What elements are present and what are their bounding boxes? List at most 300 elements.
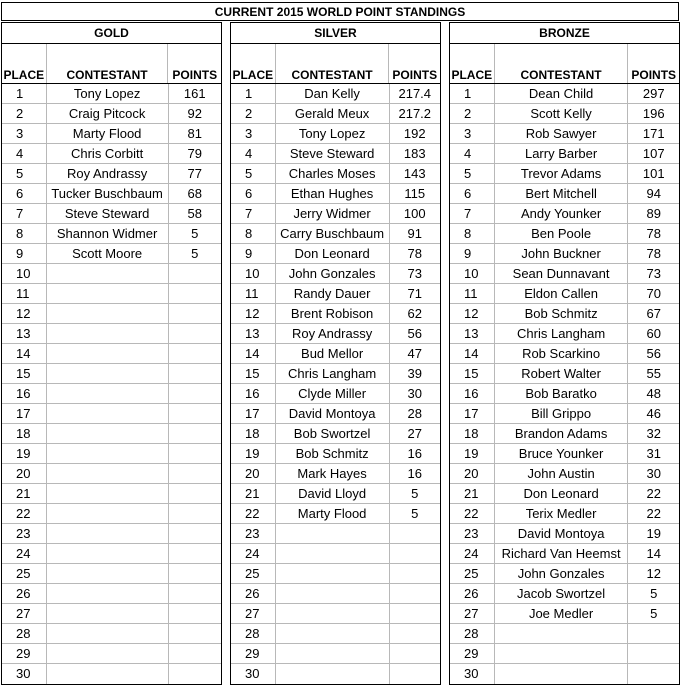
- points-cell: 78: [646, 226, 661, 241]
- contestant-cell: [47, 664, 169, 684]
- points-cell: 47: [407, 346, 422, 361]
- table-row: [231, 344, 440, 364]
- table-row: [450, 524, 679, 544]
- contestant-cell: Bob Baratko: [495, 384, 629, 403]
- place-cell: 4: [450, 144, 495, 163]
- place-cell: 17: [2, 404, 47, 423]
- place-cell: 23: [231, 524, 276, 543]
- place-cell: 30: [2, 664, 47, 684]
- points-cell: 71: [407, 286, 422, 301]
- table-row: [2, 324, 221, 344]
- points-cell: 62: [407, 306, 422, 321]
- place-cell: 4: [2, 144, 47, 163]
- points-cell: [169, 584, 221, 603]
- place-cell: 8: [2, 224, 47, 243]
- place-header: PLACE: [231, 64, 276, 83]
- spacer-cell: [450, 44, 495, 64]
- place-cell: 15: [231, 364, 276, 383]
- header-spacer: [231, 44, 440, 64]
- place-cell: 6: [450, 184, 495, 203]
- header-spacer: [2, 44, 221, 64]
- table-row: [231, 364, 440, 384]
- column-header-row: [450, 64, 679, 84]
- spacer-cell: [47, 44, 169, 64]
- contestant-cell: Carry Buschbaum: [276, 224, 390, 243]
- table-row: [231, 84, 440, 104]
- table-row: [450, 324, 679, 344]
- place-cell: 19: [2, 444, 47, 463]
- points-cell: 28: [407, 406, 422, 421]
- table-row: [2, 184, 221, 204]
- table-row: [450, 384, 679, 404]
- points-cell: 58: [187, 206, 202, 221]
- points-cell: 46: [646, 406, 661, 421]
- contestant-cell: Chris Langham: [495, 324, 629, 343]
- contestant-cell: Larry Barber: [495, 144, 629, 163]
- place-cell: 29: [450, 644, 495, 663]
- table-row: [2, 404, 221, 424]
- table-row: [2, 504, 221, 524]
- points-cell: 19: [646, 526, 661, 541]
- points-cell: 171: [642, 126, 665, 141]
- points-cell: [390, 564, 440, 583]
- contestant-cell: John Gonzales: [276, 264, 390, 283]
- place-cell: 27: [450, 604, 495, 623]
- place-cell: 5: [231, 164, 276, 183]
- place-cell: 25: [450, 564, 495, 583]
- points-cell: 55: [646, 366, 661, 381]
- contestant-cell: Dean Child: [495, 84, 629, 103]
- table-row: [2, 224, 221, 244]
- points-cell: [169, 484, 221, 503]
- place-cell: 12: [231, 304, 276, 323]
- place-cell: 7: [450, 204, 495, 223]
- contestant-cell: Scott Kelly: [495, 104, 629, 123]
- table-row: [450, 484, 679, 504]
- contestant-header: CONTESTANT: [495, 64, 629, 83]
- contestant-cell: [276, 564, 390, 583]
- points-cell: 48: [646, 386, 661, 401]
- table-row: [231, 144, 440, 164]
- place-cell: 13: [450, 324, 495, 343]
- points-cell: [169, 304, 221, 323]
- place-cell: 26: [2, 584, 47, 603]
- spacer-cell: [168, 44, 221, 64]
- table-row: [2, 584, 221, 604]
- table-row: [231, 224, 440, 244]
- place-cell: 12: [450, 304, 495, 323]
- contestant-cell: [495, 664, 629, 684]
- contestant-cell: Tucker Buschbaum: [47, 184, 169, 203]
- points-cell: 77: [187, 166, 202, 181]
- table-row: [2, 204, 221, 224]
- place-cell: 10: [450, 264, 495, 283]
- section-title: GOLD: [2, 23, 221, 44]
- contestant-cell: Steve Steward: [276, 144, 390, 163]
- contestant-cell: [47, 464, 169, 483]
- table-row: [450, 84, 679, 104]
- contestant-cell: Jerry Widmer: [276, 204, 390, 223]
- contestant-cell: Bill Grippo: [495, 404, 629, 423]
- place-cell: 10: [2, 264, 47, 283]
- table-row: [231, 464, 440, 484]
- contestant-cell: Sean Dunnavant: [495, 264, 629, 283]
- table-row: [231, 304, 440, 324]
- points-cell: [169, 424, 221, 443]
- spacer-cell: [276, 44, 390, 64]
- contestant-cell: Rob Scarkino: [495, 344, 629, 363]
- contestant-cell: Bruce Younker: [495, 444, 629, 463]
- place-cell: 13: [2, 324, 47, 343]
- contestant-cell: Joe Medler: [495, 604, 629, 623]
- contestant-cell: David Lloyd: [276, 484, 390, 503]
- place-cell: 23: [450, 524, 495, 543]
- section-title: SILVER: [231, 23, 440, 44]
- contestant-cell: [47, 444, 169, 463]
- points-cell: 183: [403, 146, 426, 161]
- place-cell: 2: [231, 104, 276, 123]
- points-cell: [169, 624, 221, 643]
- table-row: [450, 404, 679, 424]
- table-row: [450, 584, 679, 604]
- points-cell: 89: [646, 206, 661, 221]
- points-cell: [390, 584, 440, 603]
- points-cell: 39: [407, 366, 422, 381]
- table-row: [231, 284, 440, 304]
- points-cell: 73: [646, 266, 661, 281]
- points-cell: 100: [403, 206, 426, 221]
- table-row: [231, 324, 440, 344]
- points-cell: 217.2: [398, 106, 432, 121]
- table-row: [231, 244, 440, 264]
- contestant-cell: Tony Lopez: [47, 84, 169, 103]
- table-row: [231, 644, 440, 664]
- table-row: [2, 624, 221, 644]
- place-cell: 26: [450, 584, 495, 603]
- section-silver: [230, 22, 441, 685]
- spacer-cell: [495, 44, 629, 64]
- place-cell: 21: [450, 484, 495, 503]
- place-cell: 27: [2, 604, 47, 623]
- table-row: [2, 604, 221, 624]
- contestant-cell: Clyde Miller: [276, 384, 390, 403]
- points-cell: 5: [191, 246, 199, 261]
- points-cell: [169, 284, 221, 303]
- place-cell: 8: [231, 224, 276, 243]
- place-cell: 9: [450, 244, 495, 263]
- points-cell: [169, 464, 221, 483]
- points-cell: [169, 324, 221, 343]
- points-cell: 161: [183, 86, 206, 101]
- contestant-cell: Brent Robison: [276, 304, 390, 323]
- table-row: [450, 644, 679, 664]
- contestant-cell: [495, 644, 629, 663]
- table-row: [2, 104, 221, 124]
- place-cell: 3: [231, 124, 276, 143]
- place-cell: 29: [2, 644, 47, 663]
- points-cell: 16: [407, 466, 422, 481]
- place-cell: 22: [2, 504, 47, 523]
- table-row: [2, 344, 221, 364]
- points-cell: 67: [646, 306, 661, 321]
- table-row: [2, 304, 221, 324]
- contestant-cell: Brandon Adams: [495, 424, 629, 443]
- table-row: [2, 284, 221, 304]
- place-header: PLACE: [450, 64, 495, 83]
- contestant-cell: Marty Flood: [47, 124, 169, 143]
- place-cell: 1: [450, 84, 495, 103]
- table-row: [2, 144, 221, 164]
- contestant-cell: Andy Younker: [495, 204, 629, 223]
- contestant-cell: [276, 624, 390, 643]
- contestant-cell: [276, 524, 390, 543]
- place-cell: 20: [231, 464, 276, 483]
- points-cell: 143: [403, 166, 426, 181]
- place-cell: 25: [231, 564, 276, 583]
- points-cell: 115: [404, 186, 426, 201]
- points-cell: 81: [187, 126, 202, 141]
- points-cell: 92: [187, 106, 202, 121]
- table-row: [2, 564, 221, 584]
- place-cell: 21: [231, 484, 276, 503]
- contestant-cell: [47, 424, 169, 443]
- table-row: [450, 244, 679, 264]
- table-row: [2, 664, 221, 684]
- contestant-cell: [47, 644, 169, 663]
- place-cell: 14: [450, 344, 495, 363]
- contestant-cell: Chris Langham: [276, 364, 390, 383]
- points-cell: 14: [646, 546, 661, 561]
- table-row: [2, 424, 221, 444]
- contestant-cell: Steve Steward: [47, 204, 169, 223]
- contestant-cell: [47, 624, 169, 643]
- spacer-cell: [389, 44, 440, 64]
- place-cell: 16: [2, 384, 47, 403]
- points-cell: 78: [646, 246, 661, 261]
- contestant-cell: Dan Kelly: [276, 84, 390, 103]
- table-row: [2, 484, 221, 504]
- table-row: [450, 204, 679, 224]
- table-row: [450, 504, 679, 524]
- place-cell: 20: [450, 464, 495, 483]
- place-cell: 21: [2, 484, 47, 503]
- points-cell: 12: [646, 566, 661, 581]
- table-row: [231, 264, 440, 284]
- place-cell: 16: [450, 384, 495, 403]
- place-cell: 22: [450, 504, 495, 523]
- place-cell: 22: [231, 504, 276, 523]
- place-cell: 3: [2, 124, 47, 143]
- points-cell: 5: [411, 486, 419, 501]
- points-cell: [169, 404, 221, 423]
- contestant-cell: Robert Walter: [495, 364, 629, 383]
- contestant-cell: [47, 284, 169, 303]
- contestant-cell: Terix Medler: [495, 504, 629, 523]
- contestant-cell: Gerald Meux: [276, 104, 390, 123]
- section-gold: [1, 22, 222, 685]
- table-row: [450, 424, 679, 444]
- section-bronze: [449, 22, 680, 685]
- table-row: [450, 544, 679, 564]
- contestant-cell: [47, 544, 169, 563]
- place-cell: 25: [2, 564, 47, 583]
- points-header: POINTS: [631, 68, 677, 82]
- contestant-cell: [47, 584, 169, 603]
- place-cell: 24: [450, 544, 495, 563]
- contestant-cell: [276, 584, 390, 603]
- table-row: [231, 584, 440, 604]
- contestant-cell: Bert Mitchell: [495, 184, 629, 203]
- place-cell: 10: [231, 264, 276, 283]
- contestant-cell: David Montoya: [495, 524, 629, 543]
- table-row: [450, 124, 679, 144]
- points-cell: [169, 664, 221, 684]
- points-cell: 192: [403, 126, 426, 141]
- place-cell: 18: [231, 424, 276, 443]
- place-cell: 7: [2, 204, 47, 223]
- column-header-row: [2, 64, 221, 84]
- contestant-cell: [47, 484, 169, 503]
- points-header: POINTS: [172, 68, 218, 82]
- contestant-cell: Bob Swortzel: [276, 424, 390, 443]
- table-row: [450, 284, 679, 304]
- points-cell: 56: [407, 326, 422, 341]
- points-cell: [390, 664, 440, 684]
- points-cell: [390, 604, 440, 623]
- table-row: [2, 644, 221, 664]
- contestant-header: CONTESTANT: [47, 64, 169, 83]
- contestant-cell: Charles Moses: [276, 164, 390, 183]
- header-spacer: [450, 44, 679, 64]
- points-cell: 16: [407, 446, 422, 461]
- contestant-cell: [47, 324, 169, 343]
- place-cell: 11: [231, 284, 276, 303]
- points-cell: 5: [411, 506, 419, 521]
- contestant-cell: Bob Schmitz: [276, 444, 390, 463]
- points-cell: 60: [646, 326, 661, 341]
- place-cell: 5: [2, 164, 47, 183]
- table-row: [450, 104, 679, 124]
- table-row: [231, 624, 440, 644]
- table-row: [231, 184, 440, 204]
- points-cell: 70: [646, 286, 661, 301]
- place-cell: 14: [2, 344, 47, 363]
- contestant-cell: John Gonzales: [495, 564, 629, 583]
- points-cell: [628, 624, 679, 643]
- page-title: CURRENT 2015 WORLD POINT STANDINGS: [1, 2, 679, 21]
- place-header: PLACE: [2, 64, 47, 83]
- place-cell: 16: [231, 384, 276, 403]
- points-cell: [169, 364, 221, 383]
- table-row: [231, 404, 440, 424]
- contestant-cell: Tony Lopez: [276, 124, 390, 143]
- place-cell: 15: [2, 364, 47, 383]
- table-row: [231, 524, 440, 544]
- table-row: [231, 164, 440, 184]
- contestant-cell: [495, 624, 629, 643]
- place-cell: 18: [2, 424, 47, 443]
- contestant-cell: Mark Hayes: [276, 464, 390, 483]
- points-cell: 5: [650, 586, 658, 601]
- points-cell: 22: [646, 506, 661, 521]
- points-cell: [169, 264, 221, 283]
- points-cell: [169, 524, 221, 543]
- place-cell: 3: [450, 124, 495, 143]
- place-cell: 1: [231, 84, 276, 103]
- place-cell: 9: [2, 244, 47, 263]
- contestant-cell: Jacob Swortzel: [495, 584, 629, 603]
- place-cell: 20: [2, 464, 47, 483]
- contestant-cell: [47, 384, 169, 403]
- contestant-cell: Shannon Widmer: [47, 224, 169, 243]
- table-row: [231, 484, 440, 504]
- table-row: [2, 244, 221, 264]
- contestant-cell: Marty Flood: [276, 504, 390, 523]
- points-cell: 101: [642, 166, 665, 181]
- place-cell: 30: [450, 664, 495, 684]
- contestant-cell: John Buckner: [495, 244, 629, 263]
- contestant-cell: Ben Poole: [495, 224, 629, 243]
- contestant-cell: Roy Andrassy: [276, 324, 390, 343]
- place-cell: 17: [231, 404, 276, 423]
- table-row: [231, 564, 440, 584]
- table-row: [231, 604, 440, 624]
- spacer-cell: [628, 44, 679, 64]
- place-cell: 4: [231, 144, 276, 163]
- table-row: [231, 664, 440, 684]
- place-cell: 29: [231, 644, 276, 663]
- points-cell: 78: [407, 246, 422, 261]
- table-row: [2, 124, 221, 144]
- points-cell: [169, 644, 221, 663]
- contestant-cell: Bud Mellor: [276, 344, 390, 363]
- points-cell: 56: [646, 346, 661, 361]
- place-cell: 19: [231, 444, 276, 463]
- contestant-cell: [276, 544, 390, 563]
- contestant-cell: Don Leonard: [495, 484, 629, 503]
- contestant-cell: Roy Andrassy: [47, 164, 169, 183]
- points-cell: [169, 564, 221, 583]
- points-cell: [169, 444, 221, 463]
- contestant-cell: [47, 404, 169, 423]
- points-cell: 73: [407, 266, 422, 281]
- place-cell: 14: [231, 344, 276, 363]
- points-cell: 297: [642, 86, 665, 101]
- points-cell: [169, 504, 221, 523]
- contestant-cell: [276, 644, 390, 663]
- contestant-cell: [47, 364, 169, 383]
- contestant-cell: Randy Dauer: [276, 284, 390, 303]
- table-row: [450, 184, 679, 204]
- points-cell: [390, 524, 440, 543]
- table-row: [450, 604, 679, 624]
- place-cell: 15: [450, 364, 495, 383]
- contestant-cell: Eldon Callen: [495, 284, 629, 303]
- table-row: [450, 264, 679, 284]
- contestant-cell: [47, 344, 169, 363]
- table-row: [2, 84, 221, 104]
- table-row: [450, 444, 679, 464]
- table-row: [231, 124, 440, 144]
- contestant-cell: David Montoya: [276, 404, 390, 423]
- points-cell: [628, 644, 679, 663]
- table-row: [450, 624, 679, 644]
- place-cell: 2: [450, 104, 495, 123]
- points-cell: 31: [646, 446, 661, 461]
- contestant-cell: Trevor Adams: [495, 164, 629, 183]
- place-cell: 6: [231, 184, 276, 203]
- table-row: [2, 524, 221, 544]
